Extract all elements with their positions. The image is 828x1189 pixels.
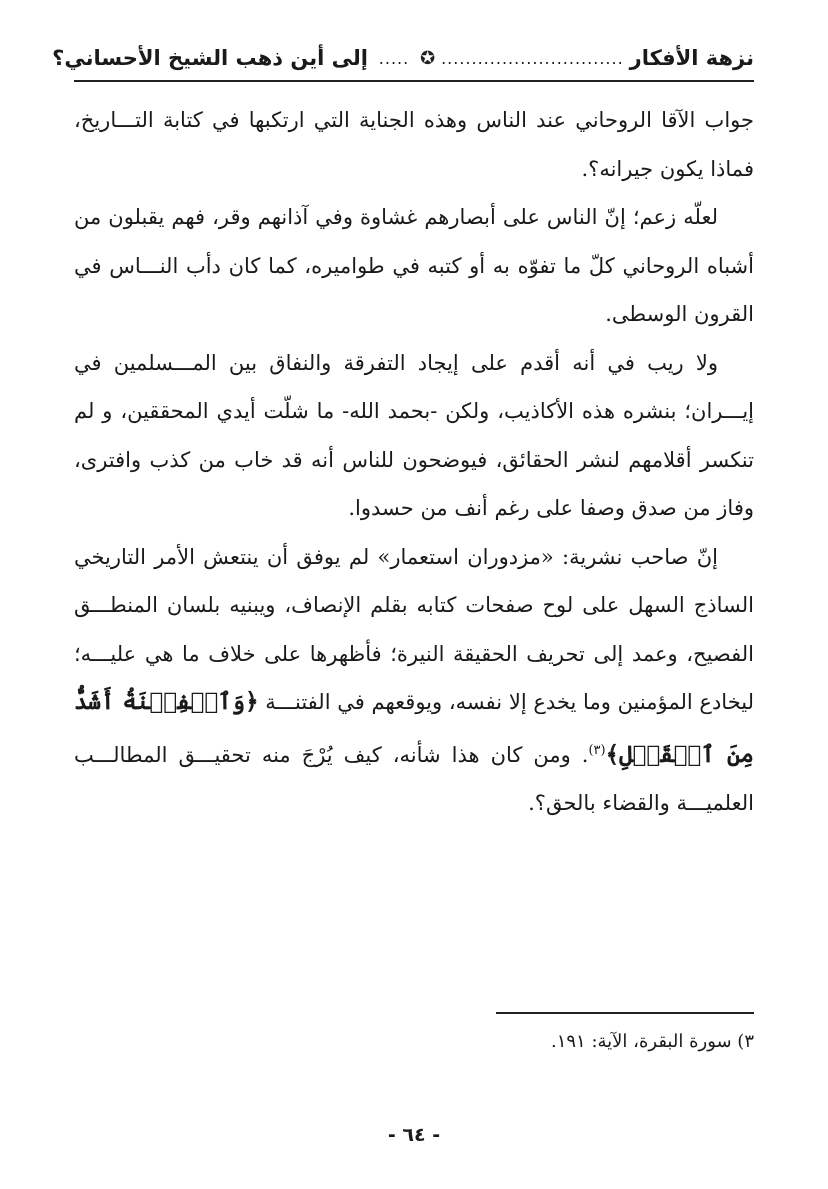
header-dot-leader-short: ..... xyxy=(378,48,410,68)
paragraph-2: لعلّه زعم؛ إنّ الناس على أبصارهم غشاوة وفي آذانهم وقر، فهم يقبلون من أشباه الروحاني كلّ ما تفوّه به أو كتبه في طواميره، كما كان دأب النـــاس في القرون الوسطى. xyxy=(74,205,754,326)
page-number: - ٦٤ - xyxy=(387,1124,441,1146)
ornament-icon: ✪ xyxy=(419,47,436,69)
paragraph-4 xyxy=(74,533,754,828)
running-header xyxy=(52,38,754,78)
header-dot-leader: .............................. xyxy=(441,48,624,68)
footnote: ٣) سورة البقرة، الآية: ١٩١. xyxy=(550,1031,754,1052)
quran-verse: ﴿وَٱلۡفِتۡنَةُ أَشَدُّ مِنَ ٱلۡقَتۡلِ﴾ xyxy=(74,688,755,768)
paragraph-4-text-end: . ومن كان هذا شأنه، كيف يُرْجَ منه تحقيـــق المطالـــب العلميـــة والقضاء بالحق؟. xyxy=(74,742,754,815)
paragraph-1: جواب الآقا الروحاني عند الناس وهذه الجناية التي ارتكبها في كتابة التـــاريخ، فماذا يكون جيرانه؟. xyxy=(74,108,754,181)
chapter-title: إلى أين ذهب الشيخ الأحساني؟ xyxy=(52,46,368,70)
paragraph-3: ولا ريب في أنه أقدم على إيجاد التفرقة والنفاق بين المـــسلمين في إيـــران؛ بنشره هذه الأكاذيب، ولكن -بحمد الله- ما شلّت أيدي المحققين، و لم تنكسر أقلامهم لنشر الحقائق، فيوضحون للناس أنه قد خاب من كذب وافترى، وفاز من صدق وصفا على رغم أنف من حسدوا. xyxy=(74,350,754,520)
paragraph-4-text-start: إنّ صاحب نشرية: «مزدوران استعمار» لم يوفق أن ينتعش الأمر التاريخي الساذج السهل على لوح صفحات كتابه بقلم الإنصاف، ويبنيه بلسان المنطـــق الفصيح، وعمد إلى تحريف الحقيقة النيرة؛ فأظهرها على خلاف ما هي عليـــه؛ ليخادع المؤمنين وما يخدع إلا نفسه، ويوقعهم في الفتنـــة xyxy=(74,544,754,714)
book-title: نزهة الأفكار xyxy=(629,46,754,70)
footnote-reference: (٣) xyxy=(588,742,606,758)
header-rule xyxy=(74,80,754,82)
footnote-rule xyxy=(496,1012,754,1014)
book-page xyxy=(52,38,755,1158)
body-text xyxy=(74,96,754,828)
